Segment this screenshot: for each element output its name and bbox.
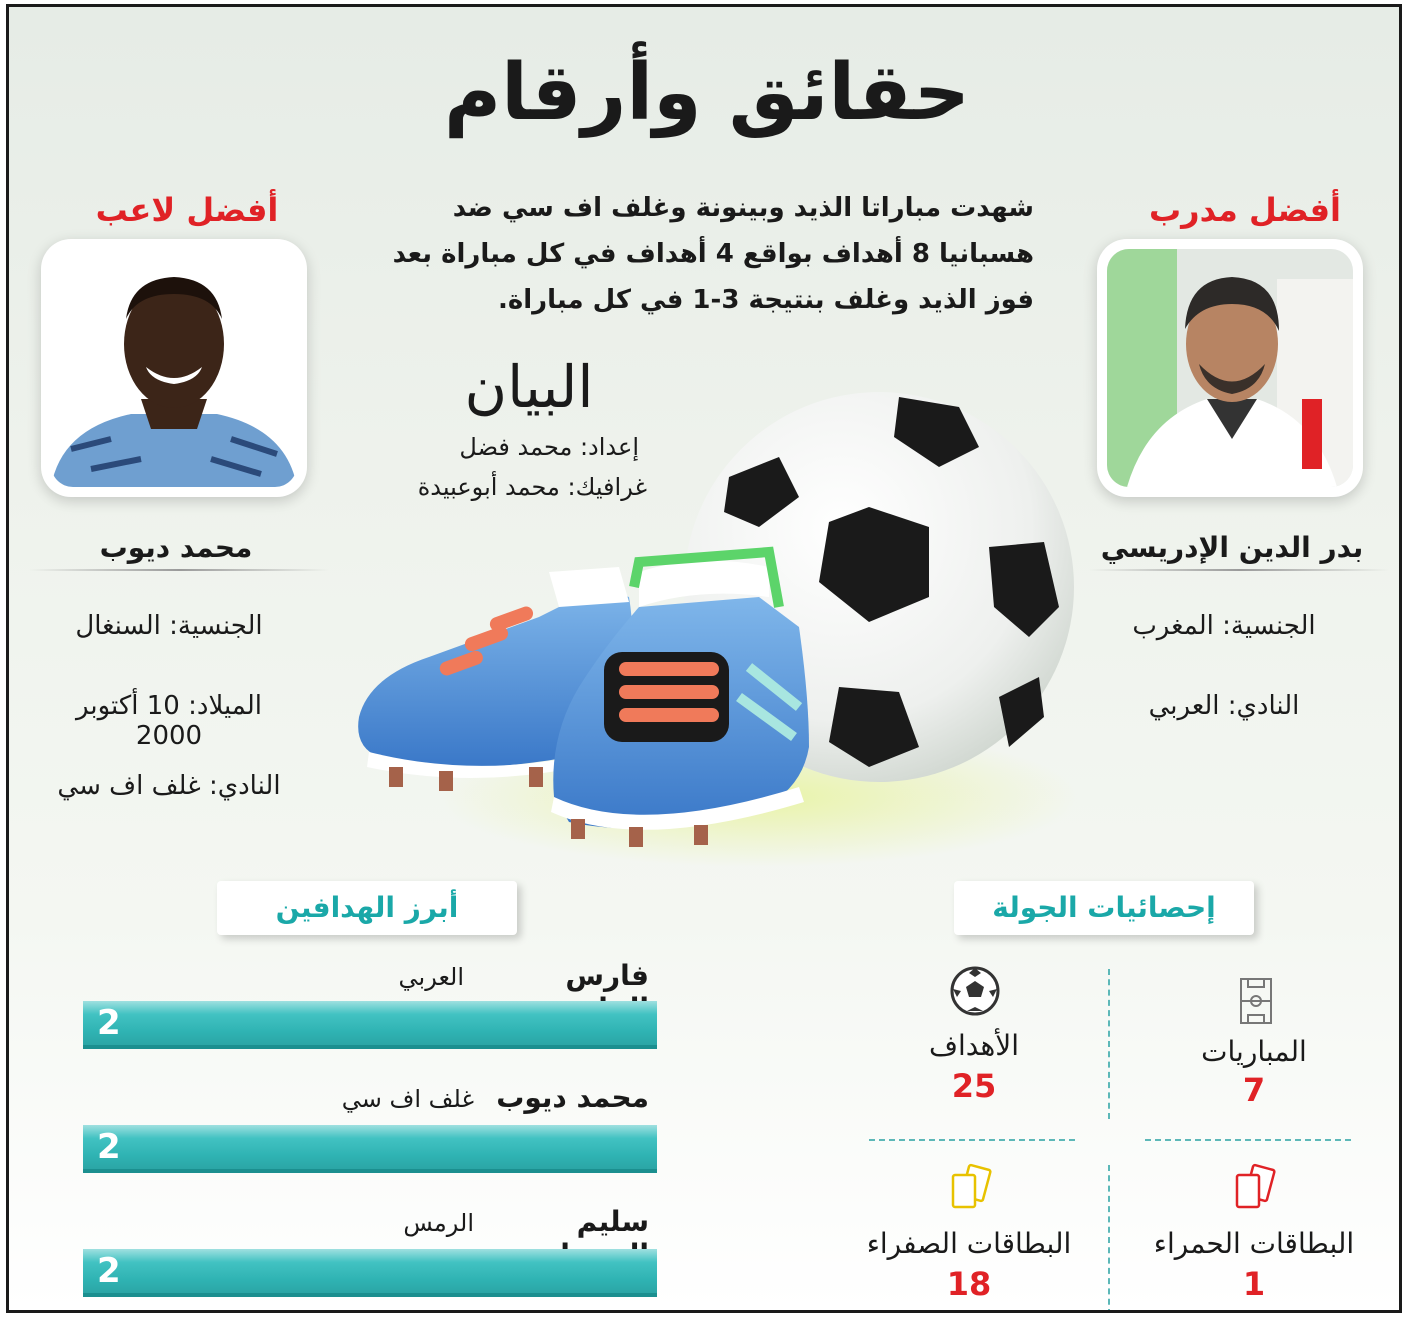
player-club: النادي: غلف اف سي <box>57 771 281 801</box>
ball-icon <box>949 965 1001 1017</box>
ball-and-boots-illustration <box>339 357 1099 877</box>
stats-divider-h1 <box>869 1139 1075 1141</box>
stats-divider-h2 <box>1145 1139 1351 1141</box>
infographic-frame <box>6 4 1402 1313</box>
scorer-3-name: سليم <box>576 1205 649 1238</box>
red-card-icon <box>1231 1163 1281 1211</box>
scorer-3-bar <box>83 1249 657 1297</box>
top-scorers-tab[interactable]: أبرز الهدافين <box>217 881 517 935</box>
player-name: محمد ديوب <box>99 531 253 564</box>
intro-text: شهدت مباراتا الذيد وبينونة وغلف اف سي ضد هسبانيا 8 أهداف بواقع 4 أهداف في كل مباراة بعد فوز الذيد وغلف بنتيجة 3-1 في كل مباراة. <box>392 193 1034 315</box>
red-cards-value: 1 <box>1242 1265 1266 1303</box>
pitch-icon <box>1239 977 1273 1025</box>
coach-photo <box>1107 249 1353 487</box>
player-photo <box>51 249 297 487</box>
scorer-2-bar <box>83 1125 657 1173</box>
scorer-3-club: الرمس <box>403 1209 474 1237</box>
yellow-cards-value: 18 <box>946 1265 992 1303</box>
round-stats-tab[interactable]: إحصائيات الجولة <box>954 881 1254 935</box>
scorer-1-club: العربي <box>398 963 464 991</box>
stats-divider-v2 <box>1108 1165 1110 1313</box>
scorer-2-club: غلف اف سي <box>341 1085 474 1113</box>
goals-value: 25 <box>951 1067 997 1105</box>
coach-name-divider <box>1089 569 1389 571</box>
yellow-card-icon <box>947 1163 997 1211</box>
prepared-by: إعداد: محمد فضل <box>459 433 639 461</box>
goals-label: الأهداف <box>928 1029 1019 1062</box>
graphics-by: غرافيك: محمد أبوعبيدة <box>417 473 647 501</box>
player-name-divider <box>29 569 329 571</box>
brand-logo: البيان <box>464 353 594 421</box>
player-nationality: الجنسية: السنغال <box>75 611 263 641</box>
scorer-3-goals: 2 <box>97 1251 121 1291</box>
matches-label: المباريات <box>1201 1035 1307 1068</box>
scorer-2-name: محمد ديوب <box>496 1081 649 1114</box>
stats-divider-v1 <box>1108 969 1110 1119</box>
coach-nationality: الجنسية: المغرب <box>1132 611 1316 641</box>
scorer-2-goals: 2 <box>97 1127 121 1167</box>
scorer-1-goals: 2 <box>97 1003 121 1043</box>
scorer-1-name: فارس <box>565 959 649 992</box>
player-photo-card <box>41 239 307 497</box>
coach-club: النادي: العربي <box>1148 691 1300 721</box>
coach-name: بدر الدين الإدريسي <box>1100 531 1364 564</box>
best-player-heading: أفضل لاعب <box>95 191 279 229</box>
player-birth: الميلاد: 10 أكتوبر 2000 <box>76 691 262 751</box>
coach-photo-card <box>1097 239 1363 497</box>
page-title: حقائق وأرقام <box>443 48 971 138</box>
best-coach-heading: أفضل مدرب <box>1148 191 1342 229</box>
scorer-1-bar <box>83 1001 657 1049</box>
matches-value: 7 <box>1242 1071 1266 1109</box>
red-cards-label: البطاقات الحمراء <box>1153 1227 1355 1260</box>
yellow-cards-label: البطاقات الصفراء <box>866 1227 1072 1260</box>
